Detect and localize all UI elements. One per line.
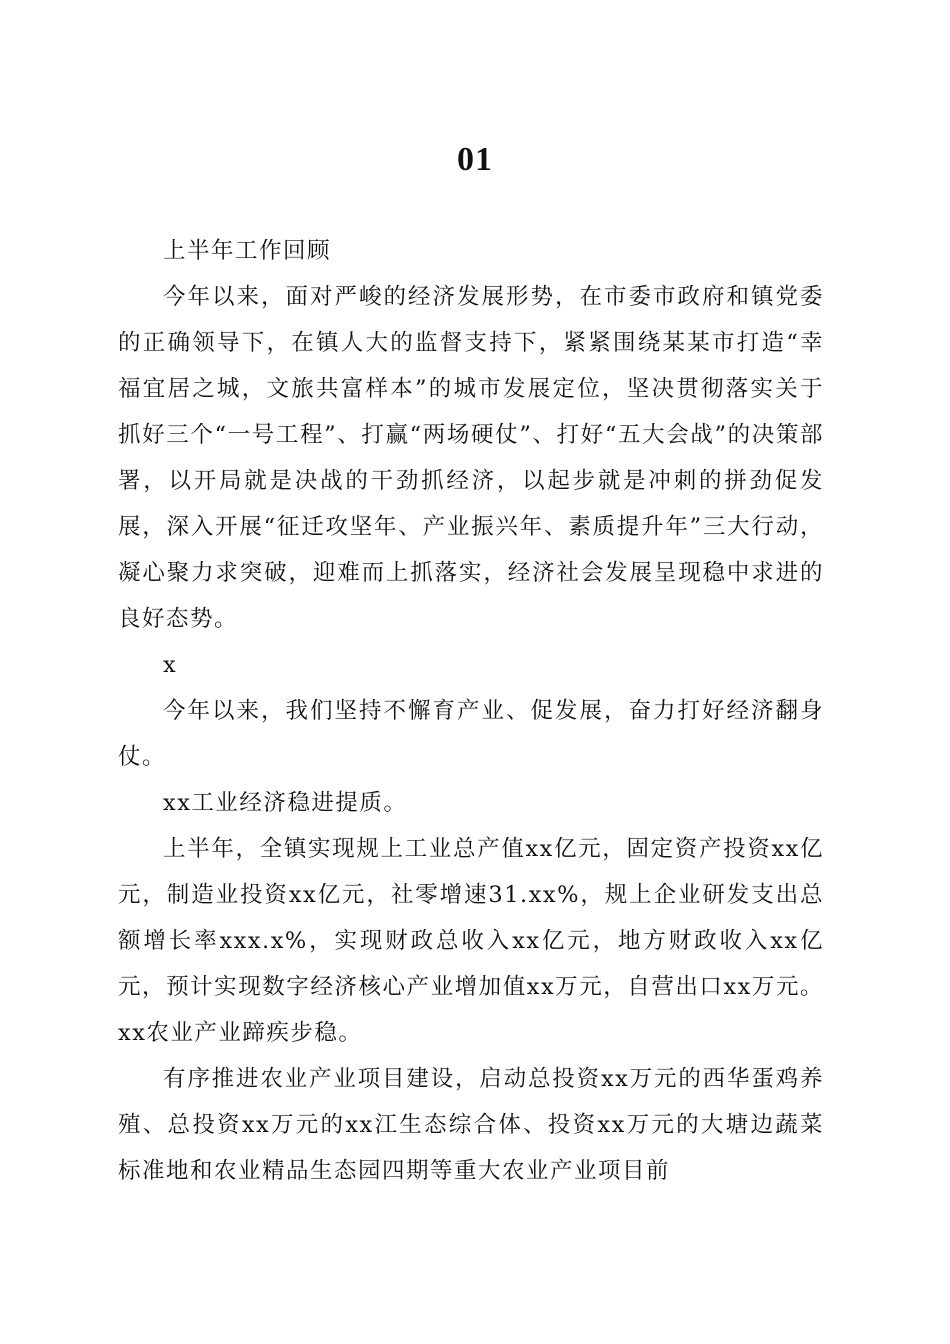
paragraph-statistics: 上半年，全镇实现规上工业总产值xx亿元，固定资产投资xx亿元，制造业投资xx亿元，社零增速31.xx%，规上企业研发支出总额增长率xxx.x%，实现财政总收入xx亿元，地方财政收入xx亿元，预计实现数字经济核心产业增加值xx万元，自营出口xx万元。xx农业产业蹄疾步稳。: [118, 836, 824, 1046]
paragraph-intro: 今年以来，面对严峻的经济发展形势，在市委市政府和镇党委的正确领导下，在镇人大的监督支持下，紧紧围绕某某市打造“幸福宜居之城，文旅共富样本”的城市发展定位，坚决贯彻落实关于抓好三个“一号工程”、打赢“两场硬仗”、打好“五大会战”的决策部署，以开局就是决战的干劲抓经济，以起步就是冲刺的拼劲促发展，深入开展“征迁攻坚年、产业振兴年、素质提升年”三大行动，凝心聚力求突破，迎难而上抓落实，经济社会发展呈现稳中求进的良好态势。: [118, 284, 824, 632]
subsection-heading: xx工业经济稳进提质。: [163, 790, 408, 816]
page-title: 01: [457, 141, 493, 178]
document-body: [118, 228, 824, 1194]
paragraph-industry: 今年以来，我们坚持不懈育产业、促发展，奋力打好经济翻身仗。: [118, 698, 824, 770]
paragraph-agriculture: 有序推进农业产业项目建设，启动总投资xx万元的西华蛋鸡养殖、总投资xx万元的xx江生态综合体、投资xx万元的大塘边蔬菜标准地和农业精品生态园四期等重大农业产业项目前: [118, 1066, 824, 1184]
section-heading: 上半年工作回顾: [163, 238, 332, 264]
paragraph-marker: x: [163, 652, 178, 678]
